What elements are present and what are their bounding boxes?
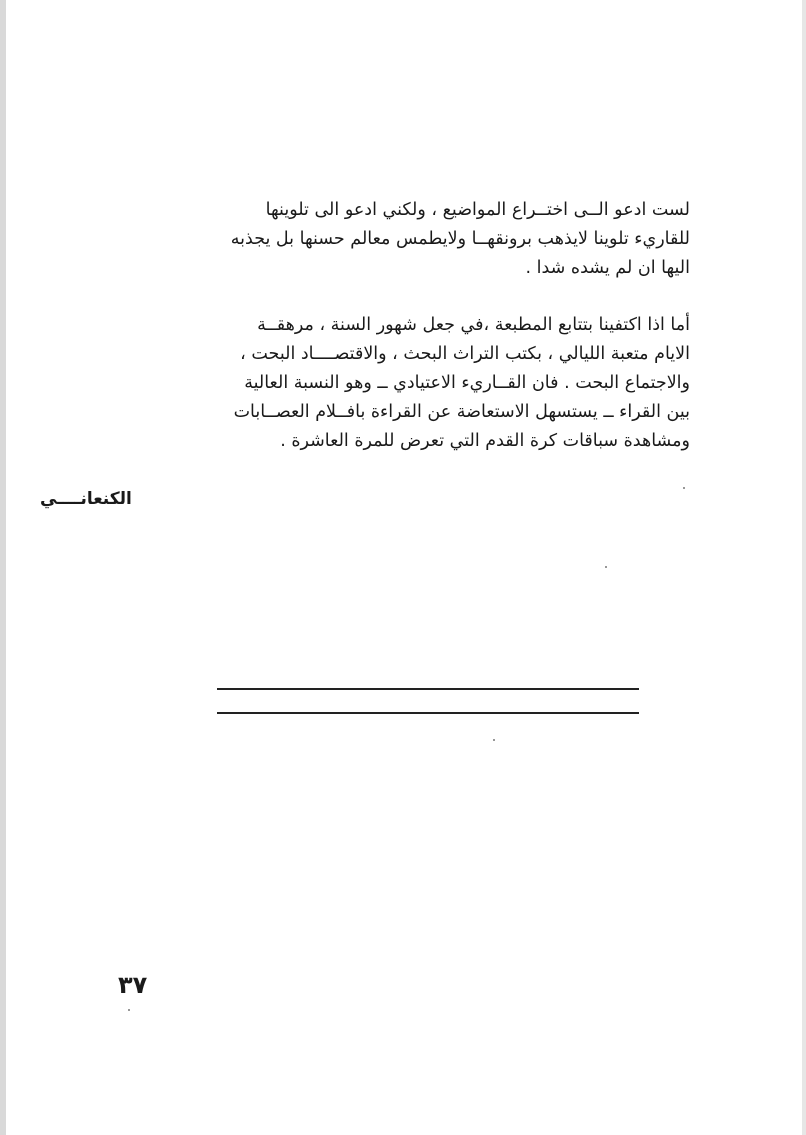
paragraph-1-line-2: للقاريء تلوينا لايذهب برونقهــا ولايطمس معالم حسنها بل يجذبه [230, 229, 690, 249]
author-signature: الكنعانــــي [40, 489, 132, 509]
paragraph-2-line-2: الايام متعبة الليالي ، بكتب التراث البحث ، والاقتصــــاد البحت ، [240, 344, 690, 364]
page-left-edge [0, 0, 6, 1135]
print-speck [605, 566, 607, 568]
print-speck [128, 1009, 130, 1011]
paragraph-1 [118, 196, 690, 283]
paragraph-1-line-3: اليها ان لم يشده شدا . [525, 258, 690, 278]
paragraph-2-line-1: أما اذا اكتفينا بتتابع المطبعة ،في جعل شهور السنة ، مرهقــة [257, 315, 690, 335]
paragraph-1-line-1: لست ادعو الــى اختــراع المواضيع ، ولكني ادعو الى تلوينها [265, 200, 690, 220]
print-speck [493, 739, 495, 741]
paragraph-2 [118, 311, 690, 456]
page-number: ٣٧ [118, 971, 148, 999]
paragraph-2-line-5: ومشاهدة سباقات كرة القدم التي تعرض للمرة العاشرة . [280, 431, 690, 451]
print-speck [683, 487, 685, 489]
divider-line-bottom [217, 712, 639, 714]
paragraph-2-line-4: بين القراء ــ يستسهل الاستعاضة عن القراءة بافــلام العصــابات [233, 402, 690, 422]
divider-line-top [217, 688, 639, 690]
page-right-edge [802, 0, 806, 1135]
paragraph-2-line-3: والاجتماع البحت . فان القــاريء الاعتيادي ــ وهو النسبة العالية [244, 373, 690, 393]
